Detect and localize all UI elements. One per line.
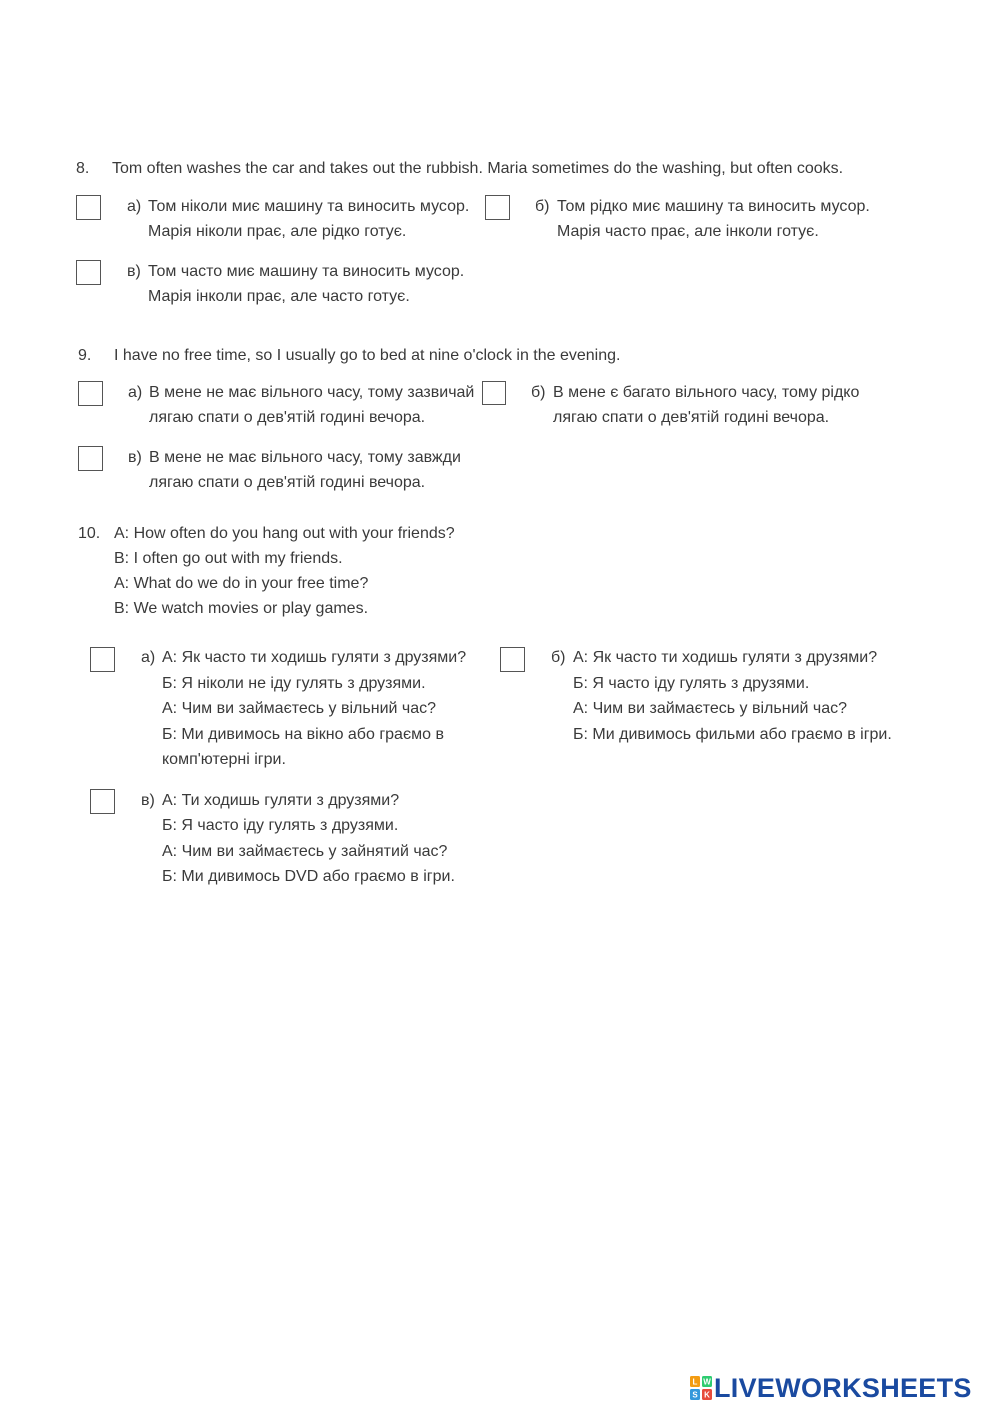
option-text-line: А: Як часто ти ходишь гуляти з друзями? <box>573 649 878 666</box>
question-prompt: Tom often washes the car and takes out the rubbish. Maria sometimes do the washing, but often cooks. <box>112 160 844 177</box>
option-text-line: Б: Я часто іду гулять з друзями. <box>162 817 399 834</box>
option-letter: а) <box>128 384 143 401</box>
option-text-line: В мене є багато вільного часу, тому рідко <box>553 384 860 401</box>
answer-checkbox-8a[interactable] <box>76 195 101 220</box>
logo-icon-letter: S <box>692 1390 698 1400</box>
answer-checkbox-10a[interactable] <box>90 647 115 672</box>
answer-checkbox-9b[interactable] <box>482 381 506 405</box>
question-prompt: I have no free time, so I usually go to bed at nine o'clock in the evening. <box>114 347 621 364</box>
liveworksheets-logo <box>690 1372 972 1404</box>
option-letter: в) <box>127 263 141 280</box>
option-text-line: комп'ютерні ігри. <box>162 751 286 768</box>
option-text-line: Том рідко миє машину та виносить мусор. <box>557 198 870 215</box>
question-number: 10. <box>78 525 101 542</box>
option-text-line: лягаю спати о дев'ятій годині вечора. <box>553 409 830 426</box>
logo-text: LIVEWORKSHEETS <box>714 1372 972 1403</box>
answer-checkbox-9c[interactable] <box>78 446 103 471</box>
answer-checkbox-8b[interactable] <box>485 195 510 220</box>
option-text-line: лягаю спати о дев'ятій годині вечора. <box>149 474 426 491</box>
dialogue-line: B: We watch movies or play games. <box>114 600 369 617</box>
option-letter: б) <box>535 198 550 215</box>
option-letter: б) <box>551 649 566 666</box>
option-letter: а) <box>141 649 156 666</box>
option-text-line: А: Чим ви займаєтесь у вільний час? <box>162 700 437 717</box>
option-text-line: Б: Ми дивимось фильми або граємо в ігри. <box>573 726 892 743</box>
logo-icon-letter: L <box>692 1377 698 1387</box>
option-text-line: А: Чим ви займаєтесь у вільний час? <box>573 700 848 717</box>
option-text-line: лягаю спати о дев'ятій годині вечора. <box>149 409 426 426</box>
answer-checkbox-9a[interactable] <box>78 381 103 406</box>
logo-icon-letter: W <box>703 1377 711 1387</box>
dialogue-line: B: I often go out with my friends. <box>114 550 343 567</box>
option-text-line: Б: Я ніколи не іду гулять з друзями. <box>162 675 426 692</box>
option-letter: в) <box>128 449 142 466</box>
option-text-line: Марія інколи прає, але часто готує. <box>148 288 410 305</box>
option-letter: в) <box>141 792 155 809</box>
option-text-line: В мене не має вільного часу, тому завжди <box>149 449 461 466</box>
liveworksheets-logo-icon <box>690 1376 712 1400</box>
option-text-line: Б: Ми дивимось DVD або граємо в ігри. <box>162 868 455 885</box>
option-text-line: В мене не має вільного часу, тому зазвичай <box>149 384 475 401</box>
option-text-line: Том часто миє машину та виносить мусор. <box>148 263 465 280</box>
option-text-line: Том ніколи миє машину та виносить мусор. <box>148 198 470 215</box>
option-text-line: Марія часто прає, але інколи готує. <box>557 223 819 240</box>
option-text-line: А: Ти ходишь гуляти з друзями? <box>162 792 400 809</box>
option-text-line: Марія ніколи прає, але рідко готує. <box>148 223 407 240</box>
option-letter: а) <box>127 198 142 215</box>
option-text-line: Б: Я часто іду гулять з друзями. <box>573 675 810 692</box>
dialogue-line: A: How often do you hang out with your friends? <box>114 525 455 542</box>
option-text-line: А: Як часто ти ходишь гуляти з друзями? <box>162 649 467 666</box>
dialogue-line: A: What do we do in your free time? <box>114 575 369 592</box>
answer-checkbox-10b[interactable] <box>500 647 525 672</box>
answer-checkbox-10c[interactable] <box>90 789 115 814</box>
option-text-line: Б: Ми дивимось на вікно або граємо в <box>162 726 444 743</box>
option-text-line: А: Чим ви займаєтесь у зайнятий час? <box>162 843 448 860</box>
question-number: 9. <box>78 347 92 364</box>
answer-checkbox-8c[interactable] <box>76 260 101 285</box>
question-number: 8. <box>76 160 90 177</box>
option-letter: б) <box>531 384 546 401</box>
logo-icon-letter: K <box>704 1390 710 1400</box>
